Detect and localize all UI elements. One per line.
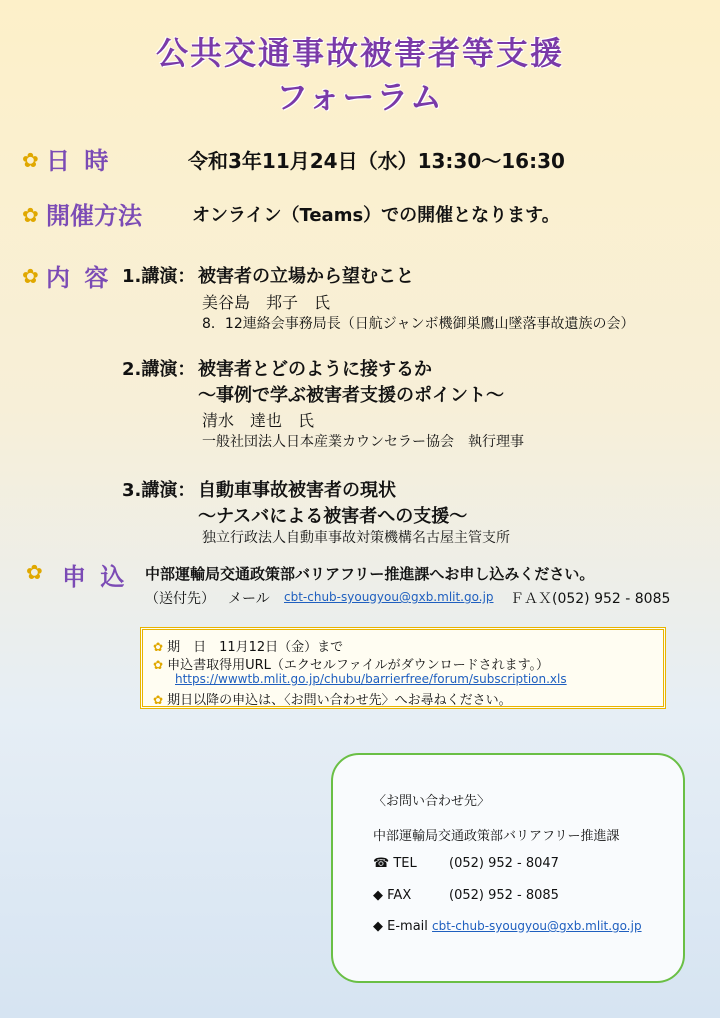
lecture-2-affiliation: 一般社団法人日本産業カウンセラー協会 執行理事 (202, 434, 524, 450)
content-label: 内 容 (46, 264, 112, 292)
contact-tel: (052) 952 - 8047 (449, 856, 559, 871)
lecture-3-subtitle: ～ナスバによる被害者への支援～ (198, 506, 468, 527)
title-line-1: 公共交通事故被害者等支援 (155, 34, 564, 72)
apply-label: 申 込 (62, 563, 128, 591)
contact-dept: 中部運輸局交通政策部バリアフリー推進課 (373, 829, 620, 844)
flower-icon: ✿ (22, 148, 39, 172)
lecture-2-subtitle: ～事例で学ぶ被害者支援のポイント～ (198, 385, 504, 406)
note-url-link[interactable]: https://wwwtb.mlit.go.jp/chubu/barrierfree/forum/subscription.xls (175, 672, 567, 686)
contact-fax-row (373, 888, 559, 903)
method-label: 開催方法 (46, 202, 142, 230)
lecture-2-prefix: 2.講演： (122, 359, 196, 380)
note-deadline-row (153, 636, 343, 655)
apply-fax: ＦＡＸ(052) 952 - 8085 (510, 591, 671, 607)
flower-icon: ✿ (22, 203, 39, 227)
note-url-label-row (153, 654, 549, 673)
diamond-icon: ◆ (373, 919, 383, 934)
lecture-1-affiliation: 8．12連絡会事務局長（日航ジャンボ機御巣鷹山墜落事故遺族の会） (202, 316, 635, 332)
lecture-3-title: 自動車事故被害者の現状 (198, 480, 396, 501)
notes-box (140, 627, 666, 709)
contact-fax-label: FAX (387, 888, 412, 903)
flower-icon: ✿ (22, 264, 39, 288)
lecture-1-title: 被害者の立場から望むこと (198, 266, 414, 287)
flower-icon: ✿ (153, 640, 164, 654)
contact-tel-label: TEL (393, 856, 417, 871)
lecture-1-speaker: 美谷島 邦子 氏 (202, 293, 331, 312)
phone-icon: ☎ (373, 856, 390, 871)
contact-email-link[interactable]: cbt-chub-syougyou@gxb.mlit.go.jp (432, 919, 642, 933)
flower-icon: ✿ (153, 693, 164, 707)
flower-icon: ✿ (153, 658, 164, 672)
datetime-value: 令和3年11月24日（水）13:30～16:30 (188, 149, 565, 173)
apply-mail-label: メール (228, 591, 270, 607)
contact-heading: 〈お問い合わせ先〉 (373, 794, 491, 809)
contact-email-row (373, 919, 642, 934)
apply-send-to: （送付先） (145, 591, 215, 607)
lecture-3-affiliation: 独立行政法人自動車事故対策機構名古屋主管支所 (202, 530, 510, 546)
lecture-2-speaker: 清水 達也 氏 (202, 411, 315, 430)
contact-email-label: E-mail (387, 919, 428, 934)
note-after-row (153, 689, 512, 708)
title-line-2: フォーラム (275, 78, 445, 116)
lecture-2-title: 被害者とどのように接するか (198, 359, 432, 380)
diamond-icon: ◆ (373, 888, 383, 903)
note-url-label: 申込書取得用URL（エクセルファイルがダウンロードされます。） (167, 658, 550, 673)
flower-icon: ✿ (26, 560, 43, 584)
apply-email-link[interactable]: cbt-chub-syougyou@gxb.mlit.go.jp (284, 590, 494, 604)
lecture-1-prefix: 1.講演： (122, 266, 196, 287)
apply-text: 中部運輸局交通政策部バリアフリー推進課へお申し込みください。 (145, 565, 595, 583)
contact-box (331, 753, 685, 983)
lecture-3-prefix: 3.講演： (122, 480, 196, 501)
datetime-label: 日 時 (46, 147, 112, 175)
contact-tel-row (373, 856, 559, 871)
method-value: オンライン（Teams）での開催となります。 (192, 205, 560, 226)
note-deadline: 期 日 11月12日（金）まで (167, 640, 344, 655)
note-after: 期日以降の申込は、〈お問い合わせ先〉へお尋ねください。 (167, 693, 512, 708)
contact-fax: (052) 952 - 8085 (449, 888, 559, 903)
